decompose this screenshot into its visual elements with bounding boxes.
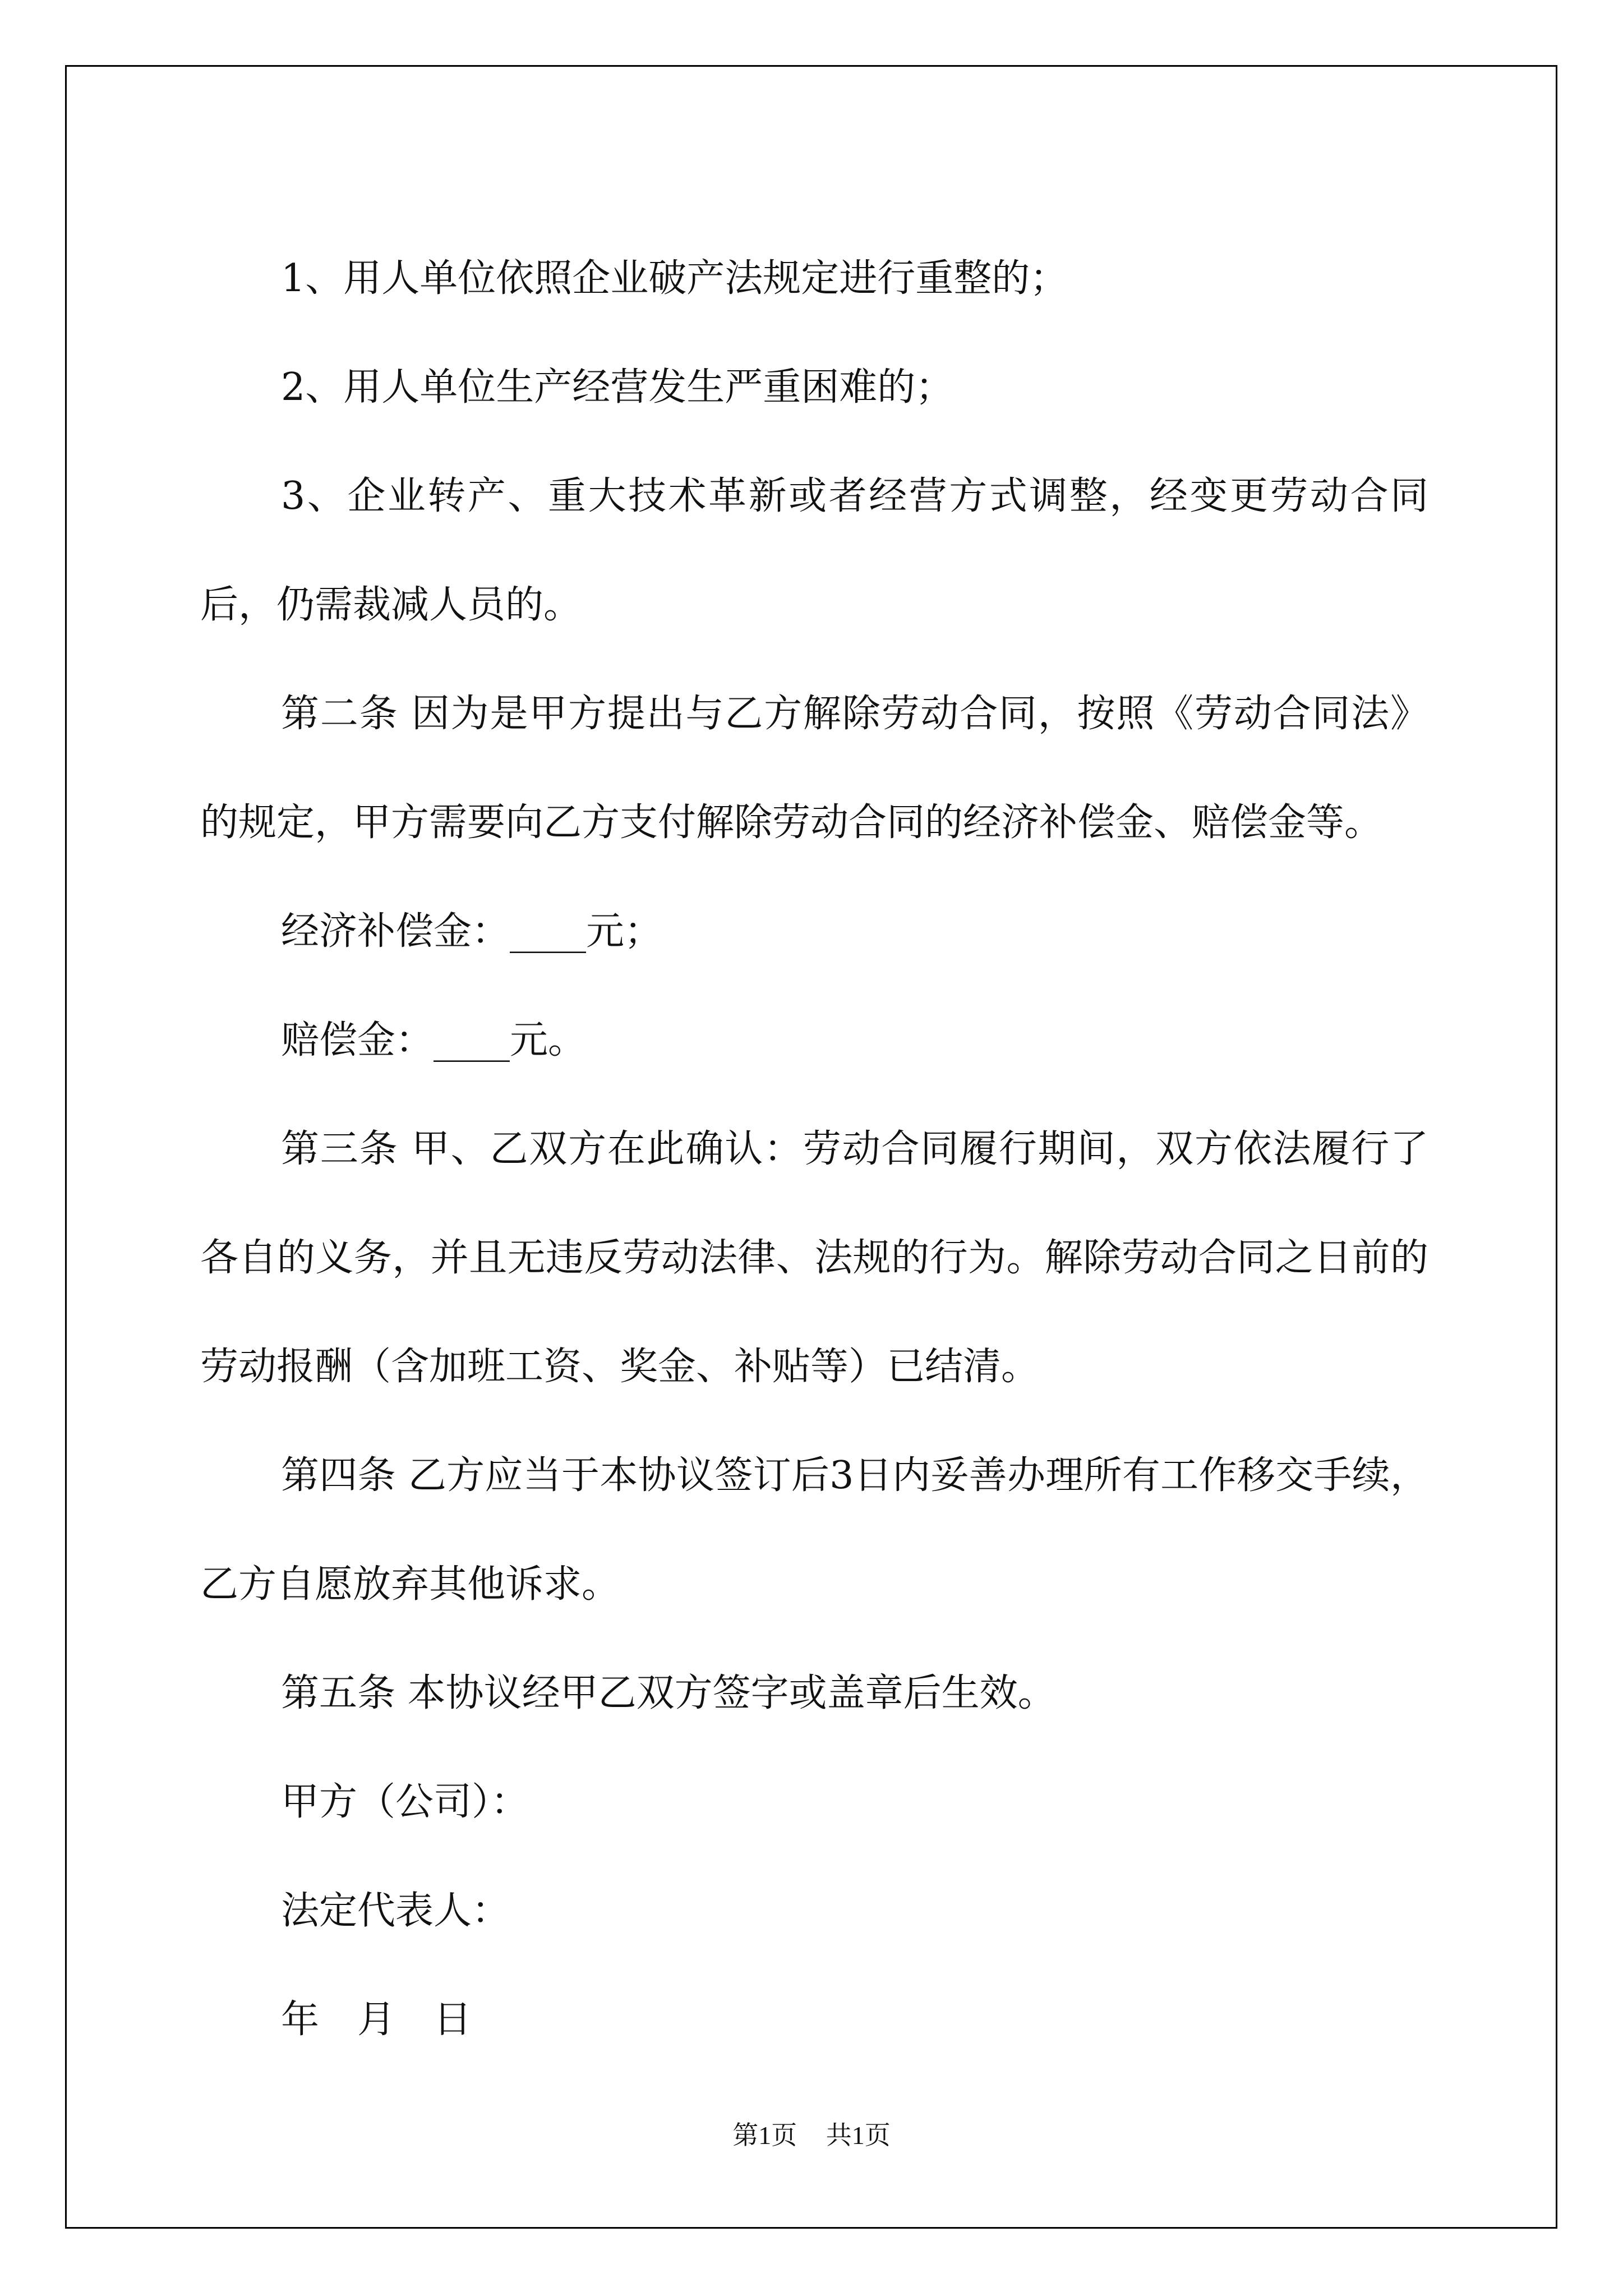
clause-item-2: 2、用人单位生产经营发生严重困难的； bbox=[281, 365, 954, 409]
clause-item-3: 3、企业转产、重大技术革新或者经营方式调整，经变更劳动合同后，仍需裁减人员的。 bbox=[200, 474, 1428, 627]
page-number: 第1页 bbox=[732, 2121, 797, 2150]
article-5: 第五条 本协议经甲乙双方签字或盖章后生效。 bbox=[281, 1671, 1056, 1715]
legal-representative-line: 法定代表人： bbox=[281, 1889, 510, 1933]
party-a-signature-line: 甲方（公司）： bbox=[281, 1780, 529, 1824]
page-footer bbox=[0, 2115, 1623, 2152]
article-2: 第二条 因为是甲方提出与乙方解除劳动合同，按照《劳动合同法》的规定，甲方需要向乙方支付解除劳动合同的经济补偿金、赔偿金等。 bbox=[200, 692, 1428, 845]
economic-compensation-line: 经济补偿金：____元； bbox=[281, 909, 663, 954]
article-3: 第三条 甲、乙双方在此确认：劳动合同履行期间，双方依法履行了各自的义务，并且无违反劳动法律、法规的行为。解除劳动合同之日前的劳动报酬（含加班工资、奖金、补贴等）已结清。 bbox=[200, 1127, 1428, 1389]
clause-item-1: 1、用人单位依照企业破产法规定进行重整的； bbox=[281, 256, 1068, 301]
page-total: 共1页 bbox=[826, 2121, 891, 2150]
date-line: 年 月 日 bbox=[281, 1998, 472, 2042]
document-body bbox=[200, 224, 1428, 2074]
damages-line: 赔偿金：____元。 bbox=[281, 1018, 587, 1062]
article-4: 第四条 乙方应当于本协议签订后3日内妥善办理所有工作移交手续，乙方自愿放弃其他诉求。 bbox=[200, 1453, 1428, 1607]
